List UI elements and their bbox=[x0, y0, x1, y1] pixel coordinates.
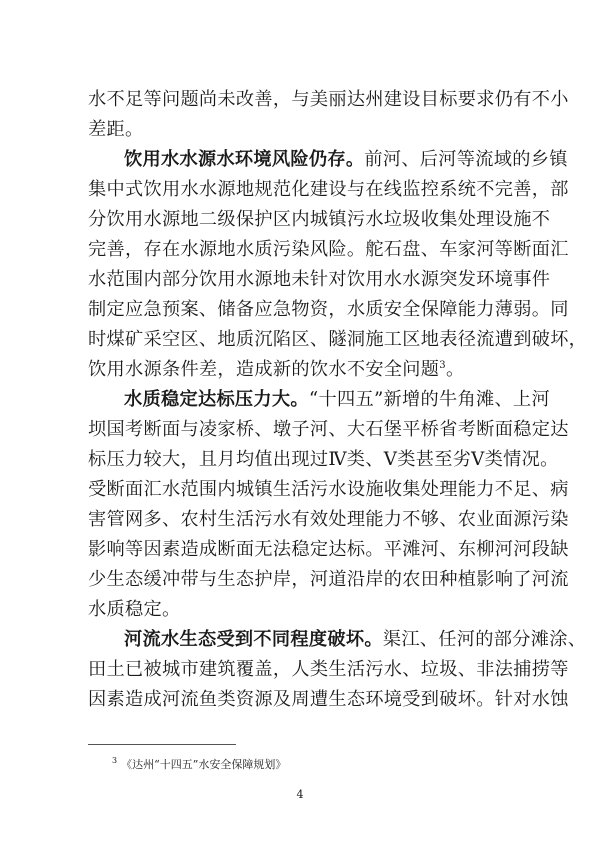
paragraph-heading: 水质稳定达标压力大。 bbox=[124, 389, 309, 410]
paragraph-first-line bbox=[124, 625, 587, 655]
page-number: 4 bbox=[296, 788, 304, 801]
body-line: 水质稳定。 bbox=[88, 599, 181, 620]
body-line: 田土已被城市建筑覆盖，人类生活污水、垃圾、非法捕捞等 bbox=[88, 659, 569, 680]
body-line: 水范围内部分饮用水源地未针对饮用水水源突发环境事件 bbox=[88, 269, 551, 290]
body-line: 标压力较大，且月均值出现过Ⅳ类、Ⅴ类甚至劣Ⅴ类情况。 bbox=[88, 449, 559, 470]
paragraph-text: “十四五”新增的牛角滩、上河 bbox=[308, 389, 550, 410]
paragraph-text: 前河、后河等流域的乡镇 bbox=[364, 149, 568, 170]
body-line: 集中式饮用水水源地规范化建设与在线监控系统不完善，部 bbox=[88, 179, 569, 200]
footnote bbox=[112, 757, 286, 773]
body-line: 因素造成河流鱼类资源及周遭生态环境受到破坏。针对水蚀 bbox=[88, 689, 569, 710]
body-line: 坝国考断面与凌家桥、墩子河、大石堡平桥省考断面稳定达 bbox=[88, 419, 569, 440]
body-line: 制定应急预案、储备应急物资，水质安全保障能力薄弱。同 bbox=[88, 299, 569, 320]
footnote-divider bbox=[88, 744, 236, 745]
body-line: 饮用水源条件差，造成新的饮水不安全问题$^3$。 bbox=[88, 359, 465, 380]
body-text: 饮用水源条件差，造成新的饮水不安全问题 bbox=[88, 359, 440, 380]
footnote-mark: 3 bbox=[112, 756, 118, 766]
footnote-reference[interactable]: 3 bbox=[439, 359, 446, 371]
body-line: 影响等因素造成断面无法稳定达标。平滩河、东柳河河段缺 bbox=[88, 539, 569, 560]
body-line: 时煤矿采空区、地质沉陷区、隧洞施工区地表径流遭到破坏， bbox=[88, 329, 588, 350]
paragraph-first-line bbox=[124, 385, 550, 415]
footnote-text: 《达州“十四五”水安全保障规划》 bbox=[121, 758, 287, 771]
paragraph-first-line bbox=[124, 145, 568, 175]
body-line: 完善，存在水源地水质污染风险。舵石盘、车家河等断面汇 bbox=[88, 239, 569, 260]
paragraph-heading: 饮用水水源水环境风险仍存。 bbox=[124, 149, 365, 170]
body-line: 水不足等问题尚未改善，与美丽达州建设目标要求仍有不小 bbox=[88, 89, 569, 110]
paragraph-heading: 河流水生态受到不同程度破坏。 bbox=[124, 629, 383, 650]
body-line: 分饮用水源地二级保护区内城镇污水垃圾收集处理设施不 bbox=[88, 209, 551, 230]
body-line: 受断面汇水范围内城镇生活污水设施收集处理能力不足、病 bbox=[88, 479, 569, 500]
body-line: 差距。 bbox=[88, 119, 144, 140]
body-line: 害管网多、农村生活污水有效处理能力不够、农业面源污染 bbox=[88, 509, 569, 530]
body-line: 少生态缓冲带与生态护岸，河道沿岸的农田种植影响了河流 bbox=[88, 569, 569, 590]
paragraph-text: 渠江、任河的部分滩涂、 bbox=[382, 629, 587, 650]
